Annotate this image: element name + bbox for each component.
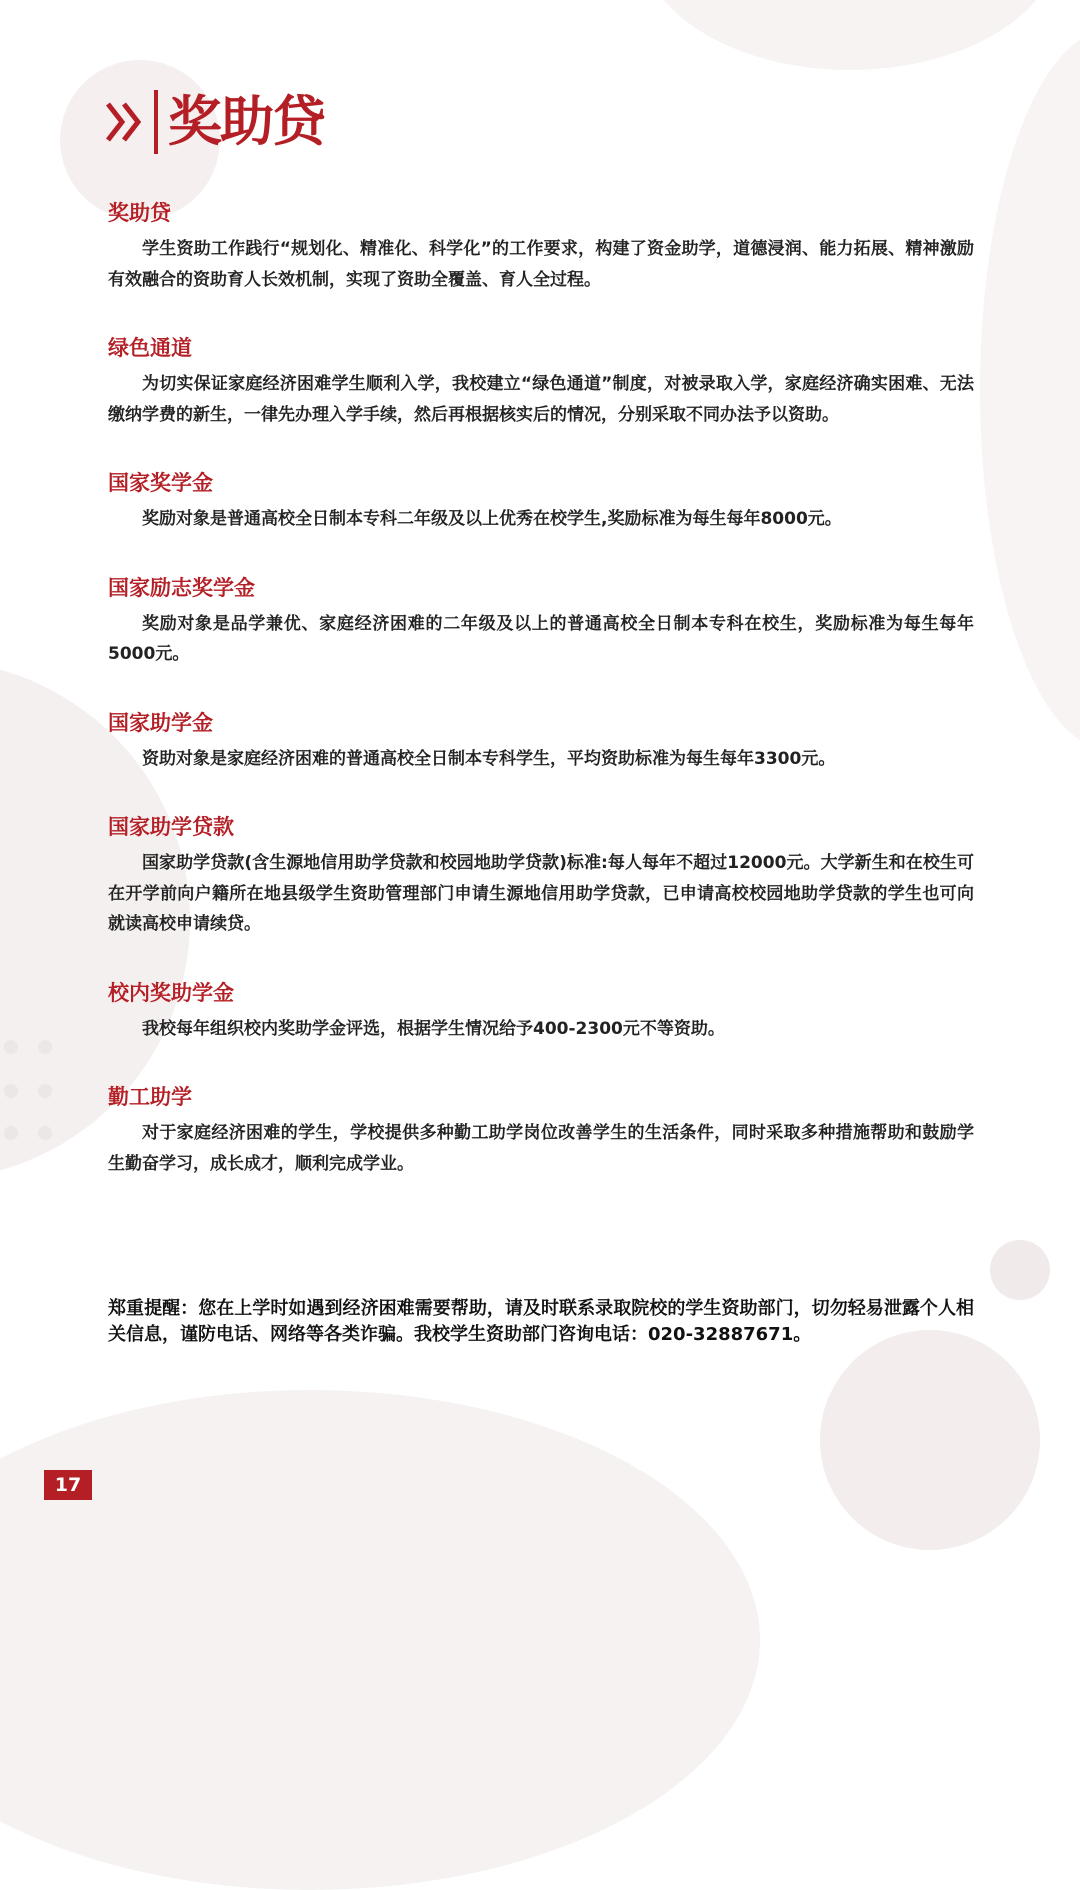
- section-body: 对于家庭经济困难的学生，学校提供多种勤工助学岗位改善学生的生活条件，同时采取多种措施帮助和鼓励学生勤奋学习，成长成才，顺利完成学业。: [108, 1123, 974, 1174]
- page-header: [104, 82, 324, 162]
- bg-circle-right: [980, 30, 1080, 750]
- section-green-channel: [108, 333, 974, 430]
- section-title: 绿色通道: [108, 336, 192, 360]
- section-title: 国家助学金: [108, 710, 213, 735]
- section-title: 国家助学贷款: [108, 815, 234, 839]
- bg-circle-top: [640, 0, 1060, 70]
- bg-circle-small: [990, 1240, 1050, 1300]
- section-national-scholarship: [108, 468, 974, 535]
- section-body: 奖励对象是普通高校全日制本专科二年级及以上优秀在校学生,奖励标准为每生每年8000元。: [142, 509, 842, 529]
- section-title: 勤工助学: [108, 1085, 192, 1109]
- section-body: 奖励对象是品学兼优、家庭经济困难的二年级及以上的普通高校全日制本专科在校生，奖励标准为每生每年5000元。: [108, 613, 974, 664]
- bg-circle-bottom-right: [820, 1330, 1040, 1550]
- section-school-scholarship: [108, 978, 974, 1045]
- page-title: 奖助贷: [168, 90, 324, 153]
- section-title: 校内奖助学金: [108, 980, 234, 1005]
- double-chevron-icon: [104, 96, 148, 148]
- section-work-study: [108, 1082, 974, 1179]
- decorative-dots: [4, 1040, 64, 1150]
- section-national-grant: [108, 708, 974, 775]
- bg-circle-bottom: [0, 1390, 760, 1890]
- section-body: 国家助学贷款(含生源地信用助学贷款和校园地助学贷款)标准:每人每年不超过12000元。大学新生和在校生可在开学前向户籍所在地县级学生资助管理部门申请生源地信用助学贷款，已申请高校校园地助学贷款的学生也可向就读高校申请续贷。: [108, 853, 974, 934]
- section-body: 资助对象是家庭经济困难的普通高校全日制本专科学生，平均资助标准为每生每年3300元。: [142, 748, 836, 769]
- page-number: 17: [44, 1470, 92, 1500]
- section-title: 国家奖学金: [108, 471, 213, 495]
- header-divider: [154, 90, 158, 154]
- section-national-student-loan: [108, 812, 974, 940]
- main-content: [108, 198, 974, 1179]
- section-title: 奖助贷: [108, 201, 171, 225]
- section-title: 国家励志奖学金: [108, 575, 255, 600]
- section-jiangzhudai: [108, 198, 974, 295]
- fraud-warning-notice: 郑重提醒：您在上学时如遇到经济困难需要帮助，请及时联系录取院校的学生资助部门，切勿轻易泄露个人相关信息，谨防电话、网络等各类诈骗。我校学生资助部门咨询电话：020-32887671。: [108, 1298, 974, 1345]
- section-body: 我校每年组织校内奖助学金评选，根据学生情况给予400-2300元不等资助。: [142, 1018, 725, 1039]
- section-body: 为切实保证家庭经济困难学生顺利入学，我校建立“绿色通道”制度，对被录取入学，家庭经济确实困难、无法缴纳学费的新生，一律先办理入学手续，然后再根据核实后的情况，分别采取不同办法予以资助。: [108, 374, 974, 425]
- section-national-encouragement-scholarship: [108, 573, 974, 670]
- section-body: 学生资助工作践行“规划化、精准化、科学化”的工作要求，构建了资金助学，道德浸润、能力拓展、精神激励有效融合的资助育人长效机制，实现了资助全覆盖、育人全过程。: [108, 239, 974, 290]
